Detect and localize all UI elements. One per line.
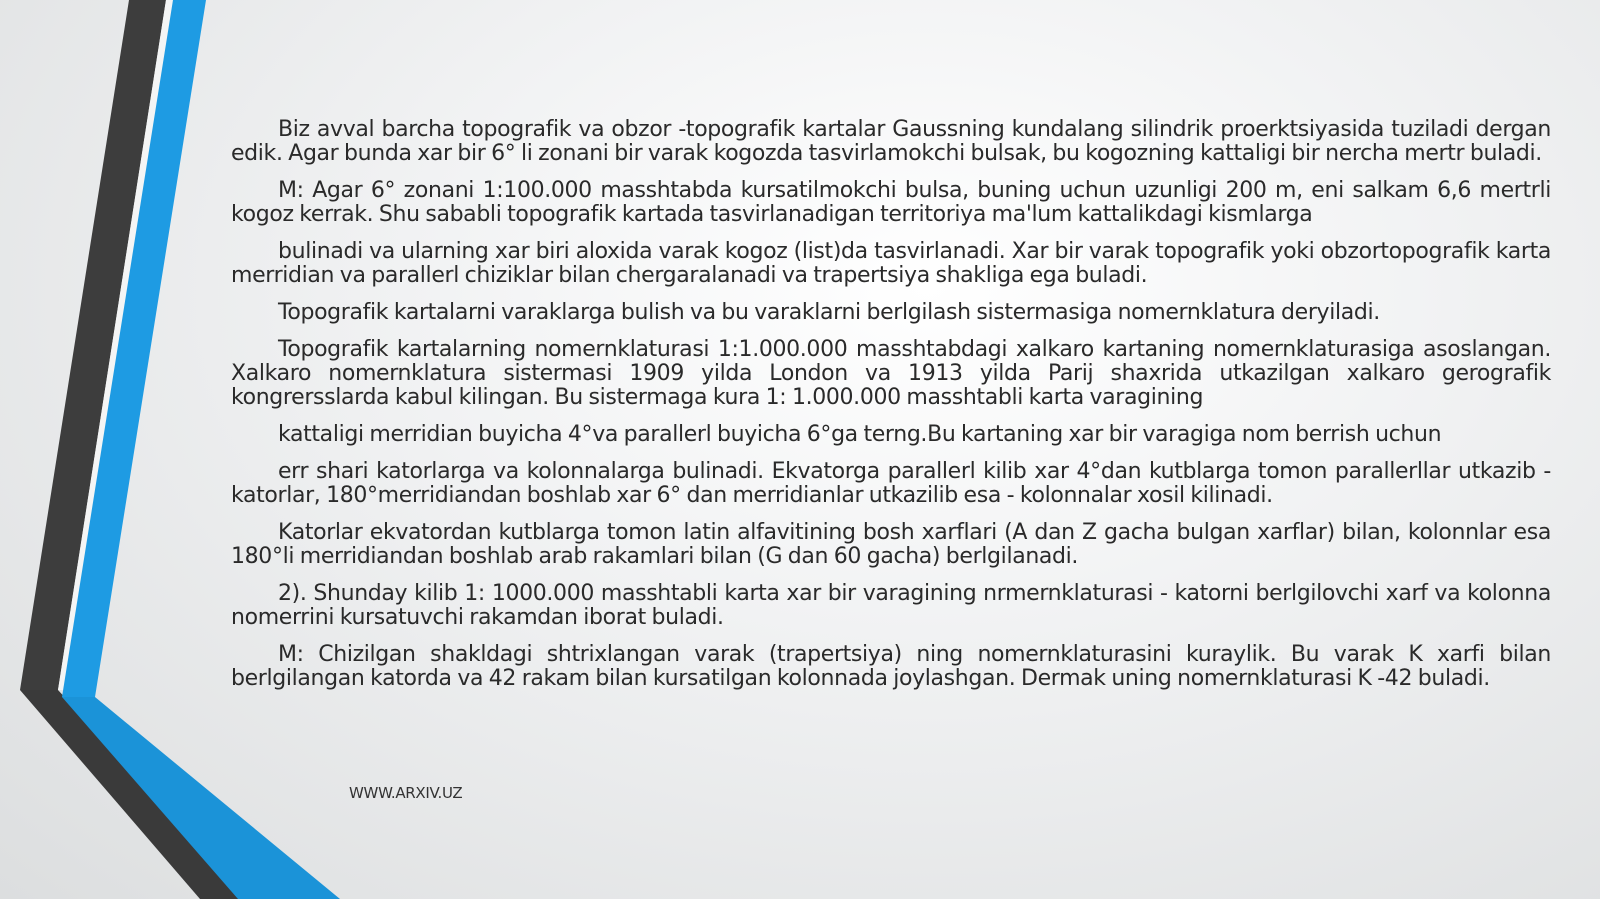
paragraph: M: Agar 6° zonani 1:100.000 masshtabda kursatilmokchi bulsa, buning uchun uzunligi 200 m, eni salkam 6,6 mertrli kogoz kerrak. Shu sababli topografik kartada tasvirlanadigan territoriya ma'lum kattalikdagi kismlarga	[231, 178, 1551, 227]
slide-body-text	[231, 118, 1551, 704]
paragraph: M: Chizilgan shakldagi shtrixlangan varak (trapertsiya) ning nomernklaturasini kuraylik. Bu varak K xarfi bilan berlgilangan katorda va 42 rakam bilan kursatilgan kolonnada joylashgan. Dermak uning nomernklaturasi K -42 buladi.	[231, 642, 1551, 691]
paragraph: Topografik kartalarning nomernklaturasi 1:1.000.000 masshtabdagi xalkaro kartaning nomernklaturasiga asoslangan. Xalkaro nomernklatura sistermasi 1909 yilda London va 1913 yilda Parij shaxrida utkazilgan xalkaro gerografik kongrersslarda kabul kilingan. Bu sistermaga kura 1: 1.000.000 masshtabli karta varagining	[231, 337, 1551, 410]
paragraph: 2). Shunday kilib 1: 1000.000 masshtabli karta xar bir varagining nrmernklaturasi - katorni berlgilovchi xarf va kolonna nomerrini kursatuvchi rakamdan iborat buladi.	[231, 581, 1551, 630]
paragraph: Topografik kartalarni varaklarga bulish va bu varaklarni berlgilash sistermasiga nomernklatura deryiladi.	[278, 300, 1380, 325]
source-watermark: WWW.ARXIV.UZ	[349, 784, 463, 802]
paragraph: Biz avval barcha topografik va obzor -topografik kartalar Gaussning kundalang silindrik proerktsiyasida tuziladi dergan edik. Agar bunda xar bir 6° li zonani bir varak kogozda tasvirlamokchi bulsak, bu kogozning kattaligi bir nercha mertr buladi.	[231, 117, 1551, 166]
paragraph: kattaligi merridian buyicha 4°va parallerl buyicha 6°ga terng.Bu kartaning xar bir varagiga nom berrish uchun	[278, 422, 1442, 447]
paragraph: err shari katorlarga va kolonnalarga bulinadi. Ekvatorga parallerl kilib xar 4°dan kutblarga tomon parallerllar utkazib -katorlar, 180°merridiandan boshlab xar 6° dan merridianlar utkazilib esa - kolonnalar xosil kilinadi.	[231, 459, 1551, 508]
paragraph: bulinadi va ularning xar biri aloxida varak kogoz (list)da tasvirlanadi. Xar bir varak topografik yoki obzortopografik karta merridian va parallerl chiziklar bilan chergaralanadi va trapertsiya shakliga ega buladi.	[231, 239, 1551, 288]
paragraph: Katorlar ekvatordan kutblarga tomon latin alfavitining bosh xarflari (A dan Z gacha bulgan xarflar) bilan, kolonnlar esa 180°li merridiandan boshlab arab rakamlari bilan (G dan 60 gacha) berlgilanadi.	[231, 520, 1551, 569]
